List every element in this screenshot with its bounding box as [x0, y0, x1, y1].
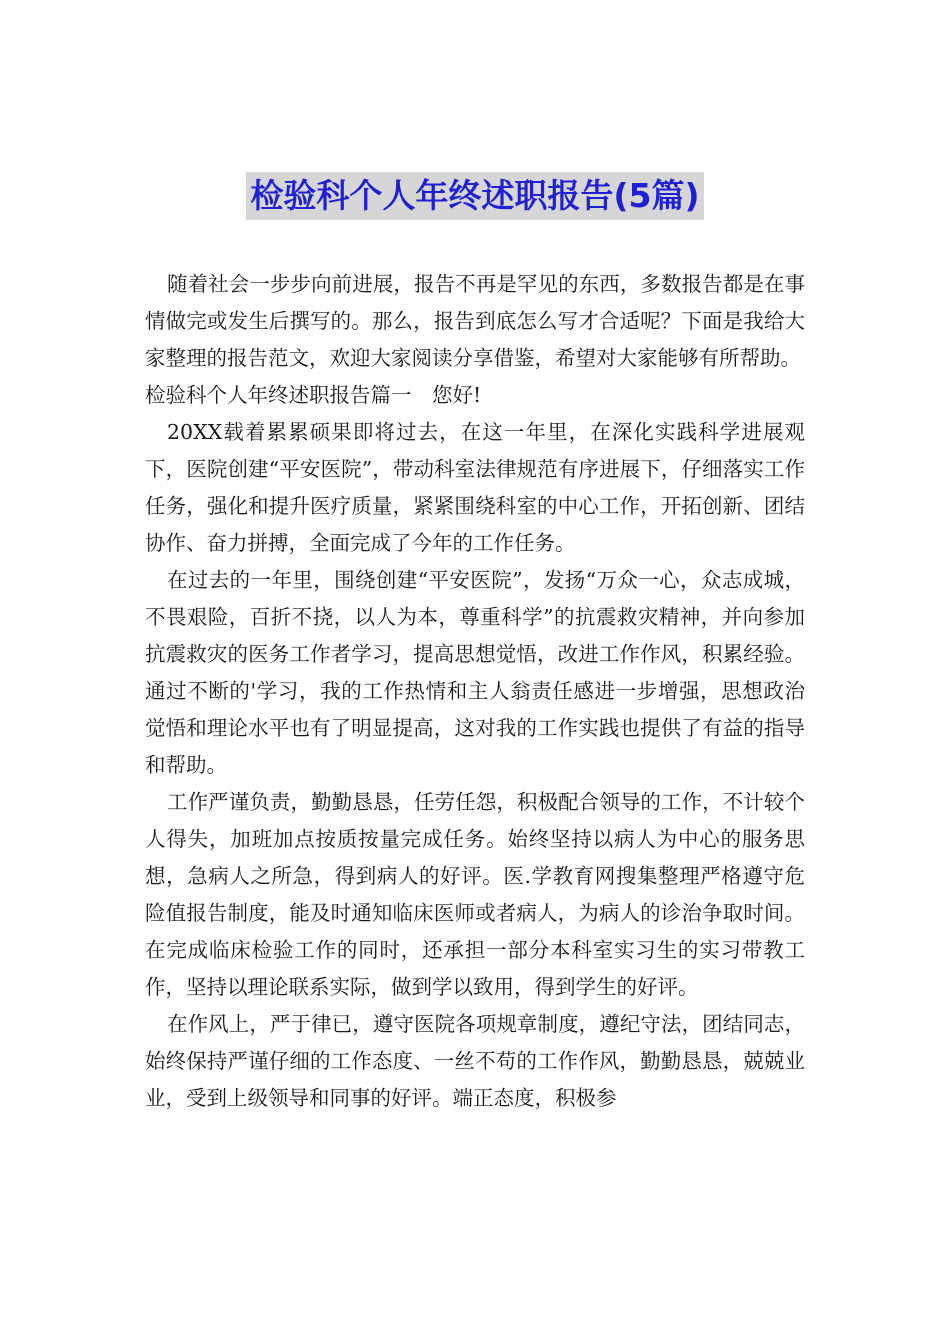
paragraph-3: 工作严谨负责，勤勤恳恳，任劳任怨，积极配合领导的工作，不计较个人得失，加班加点按质按量完成任务。始终坚持以病人为中心的服务思想，急病人之所急，得到病人的好评。医.学教育网搜集整理严格遵守危险值报告制度，能及时通知临床医师或者病人，为病人的诊治争取时间。在完成临床检验工作的同时，还承担一部分本科室实习生的实习带教工作，坚持以理论联系实际，做到学以致用，得到学生的好评。: [145, 790, 805, 999]
title-wrap: [0, 172, 950, 220]
paragraph-heading: 检验科个人年终述职报告篇一 您好!: [145, 383, 482, 407]
paragraph-2: 在过去的一年里，围绕创建“平安医院”，发扬“万众一心，众志成城，不畏艰险，百折不挠，以人为本，尊重科学”的抗震救灾精神，并向参加抗震救灾的医务工作者学习，提高思想觉悟，改进工作作风，积累经验。通过不断的'学习，我的工作热情和主人翁责任感进一步增强，思想政治觉悟和理论水平也有了明显提高，这对我的工作实践也提供了有益的指导和帮助。: [145, 568, 805, 777]
document-title: 检验科个人年终述职报告(5篇): [246, 172, 703, 220]
paragraph-4: 在作风上，严于律已，遵守医院各项规章制度，遵纪守法，团结同志，始终保持严谨仔细的工作态度、一丝不苟的工作作风，勤勤恳恳，兢兢业业，受到上级领导和同事的好评。端正态度，积极参: [145, 1012, 805, 1110]
paragraph-intro: 随着社会一步步向前进展，报告不再是罕见的东西，多数报告都是在事情做完或发生后撰写的。那么，报告到底怎么写才合适呢？下面是我给大家整理的报告范文，欢迎大家阅读分享借鉴，希望对大家能够有所帮助。: [145, 272, 805, 370]
document-body: [145, 266, 805, 1117]
paragraph-1: 20XX载着累累硕果即将过去，在这一年里，在深化实践科学进展观下，医院创建“平安医院”，带动科室法律规范有序进展下，仔细落实工作任务，强化和提升医疗质量，紧紧围绕科室的中心工作，开拓创新、团结协作、奋力拼搏，全面完成了今年的工作任务。: [145, 420, 805, 555]
